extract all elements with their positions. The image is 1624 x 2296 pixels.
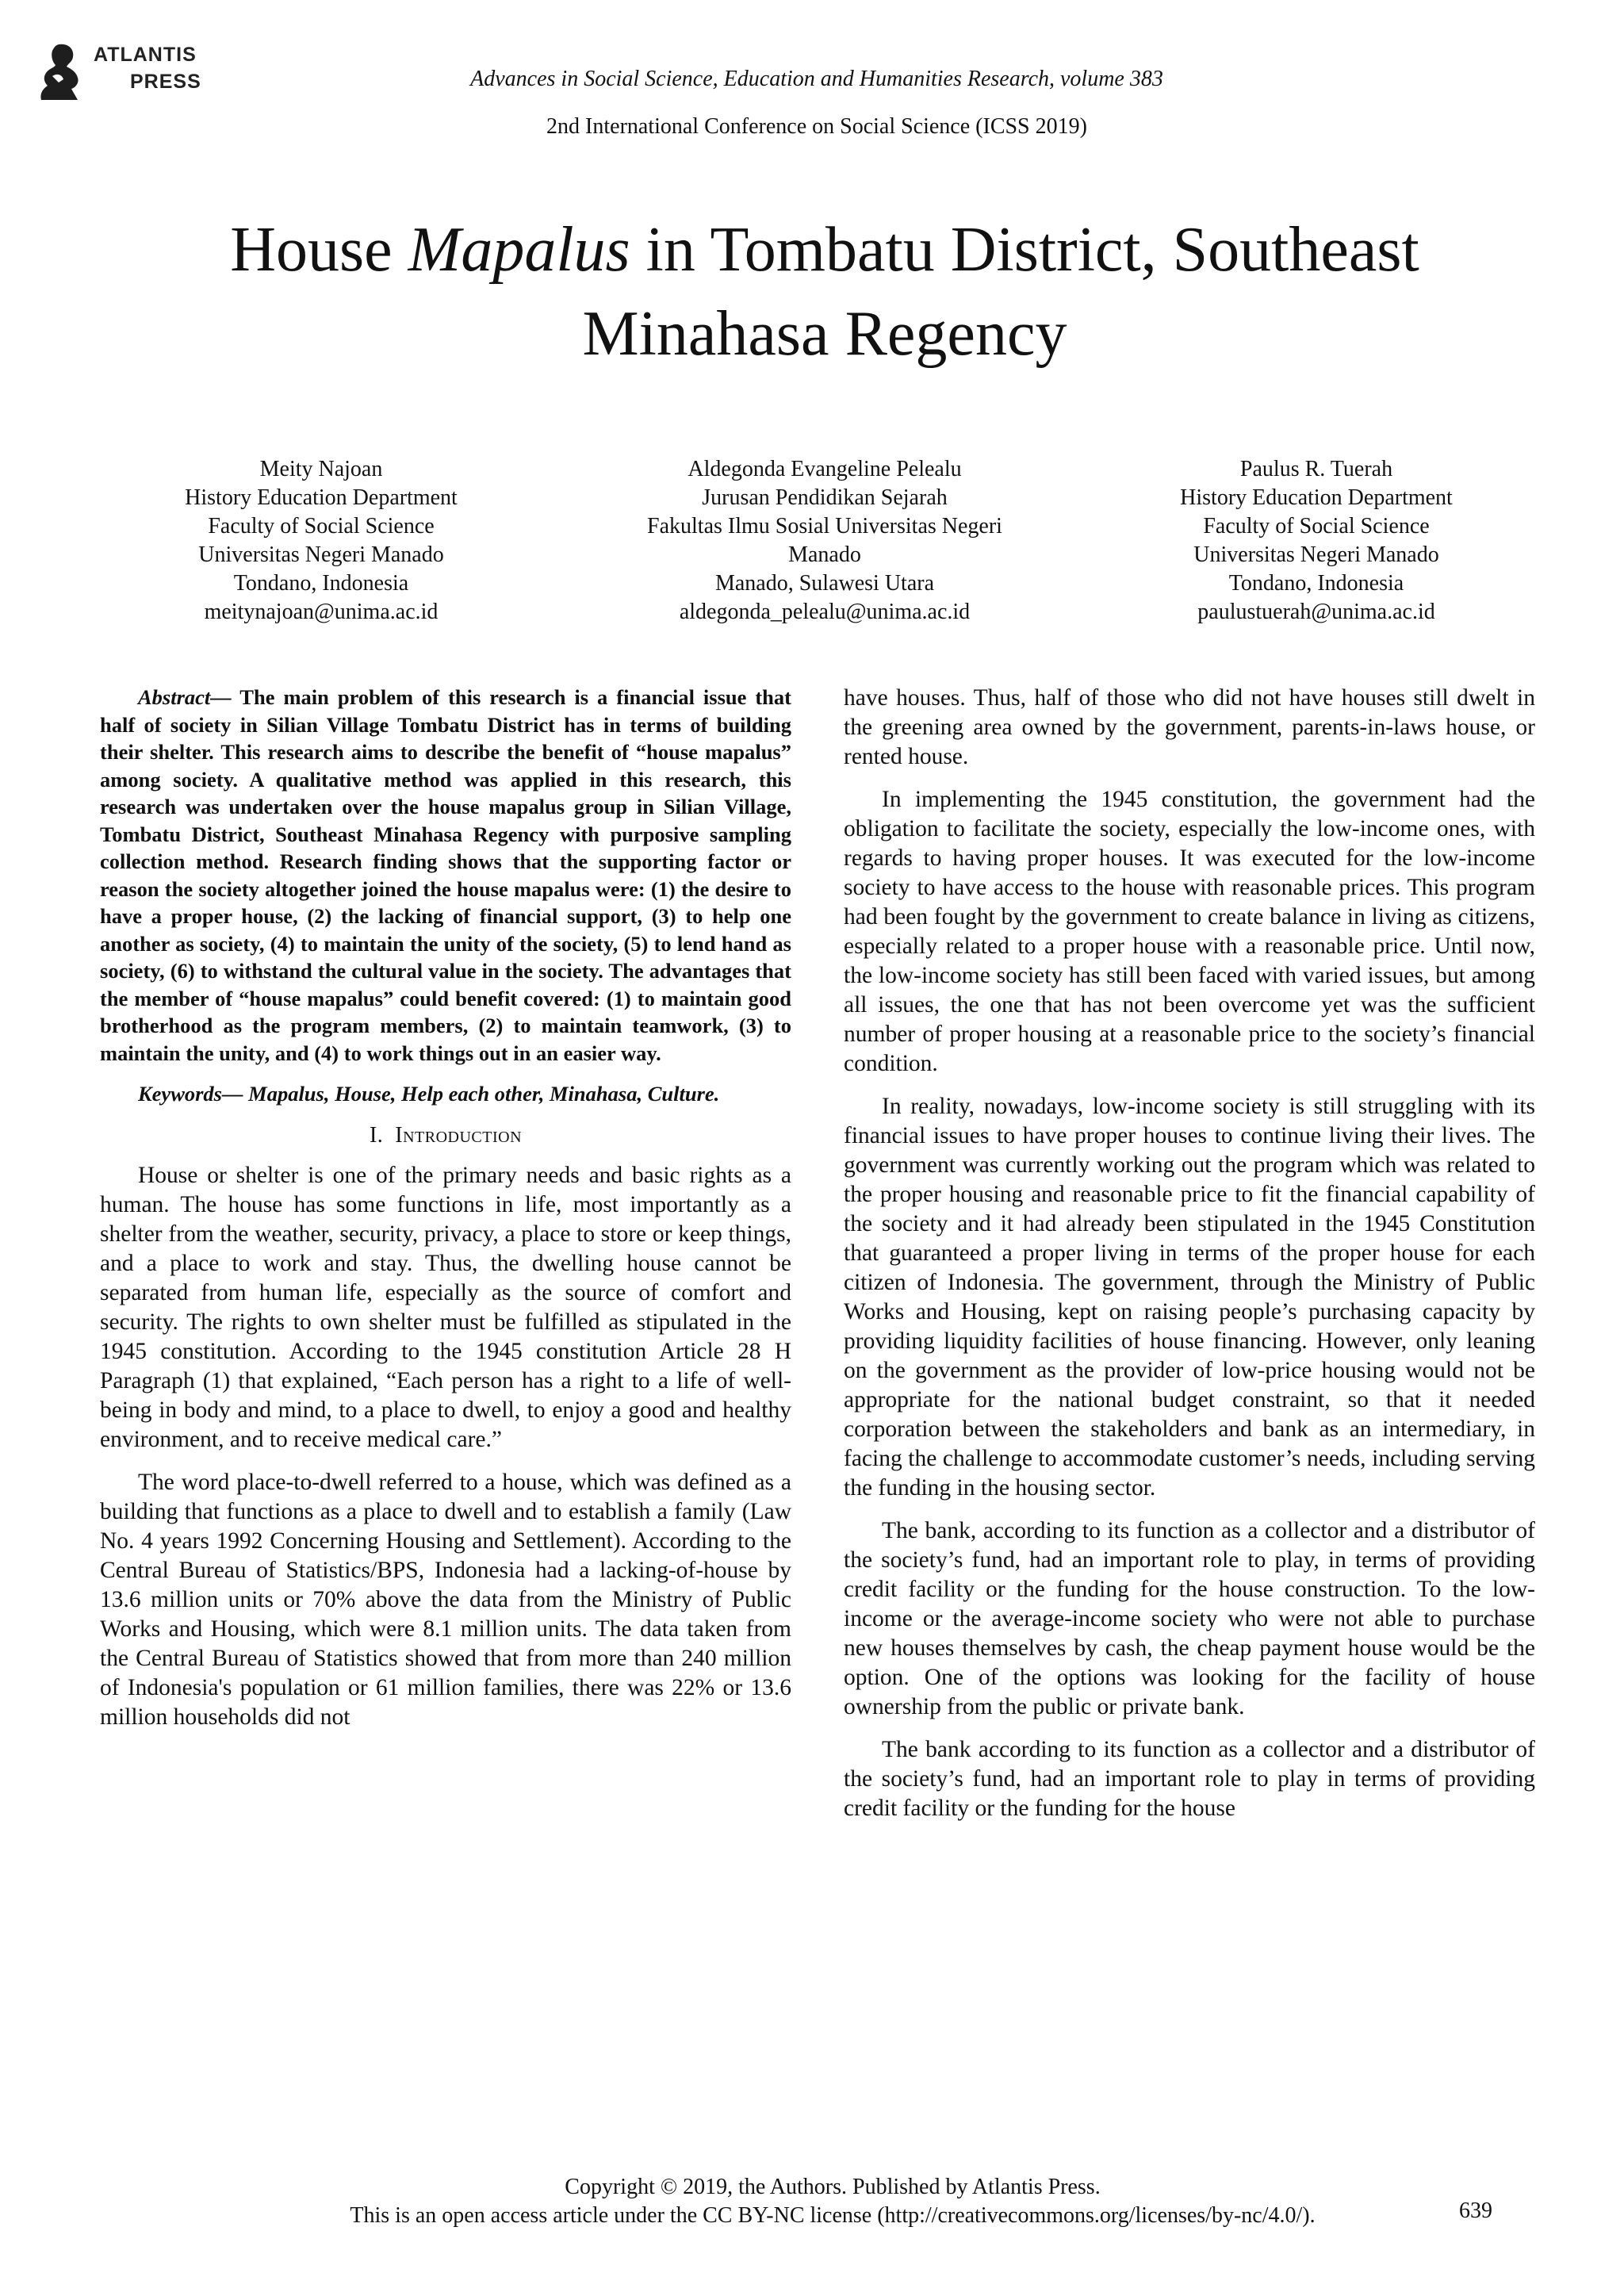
footer <box>238 2173 1427 2230</box>
thinker-logo-icon <box>35 41 87 103</box>
author-email: meitynajoan@unima.ac.id <box>204 600 439 624</box>
author-university: Manado <box>788 542 861 567</box>
author-department: History Education Department <box>1180 485 1453 510</box>
paragraph: have houses. Thus, half of those who did not have houses still dwelt in the greening area owned by the government, parents-in-laws house, or rented house. <box>844 685 1535 769</box>
keywords: Keywords— Mapalus, House, Help each other, Minahasa, Culture. <box>138 1082 720 1106</box>
author-location: Tondano, Indonesia <box>233 571 409 596</box>
author-name: Aldegonda Evangeline Pelealu <box>688 457 962 481</box>
author-location: Manado, Sulawesi Utara <box>714 571 935 596</box>
paper-title <box>111 208 1538 376</box>
section-heading-introduction <box>100 1121 791 1150</box>
author-faculty: Fakultas Ilmu Sosial Universitas Negeri <box>647 514 1002 539</box>
author-department: Jurusan Pendidikan Sejarah <box>702 485 948 510</box>
logo-text-atlantis: ATLANTIS <box>94 44 197 66</box>
abstract <box>100 684 791 1067</box>
author-block-3 <box>1126 455 1507 627</box>
author-name: Paulus R. Tuerah <box>1239 457 1393 481</box>
left-column <box>100 684 791 1746</box>
title-line2: Minahasa Regency <box>582 299 1067 369</box>
author-email: paulustuerah@unima.ac.id <box>1197 600 1435 624</box>
logo-text-press: PRESS <box>130 71 201 93</box>
paragraph: The bank according to its function as a collector and a distributor of the society’s fund, had an important role to play in terms of providing credit facility or the funding for the house <box>844 1737 1535 1821</box>
license-line: This is an open access article under the CC BY-NC license (http://creativecommons.org/licenses/by-nc/4.0/). <box>350 2203 1316 2228</box>
paragraph: In reality, nowadays, low-income society is still struggling with its financial issues to have proper houses to continue living their lives. The government was currently working out the program which was related to the proper housing and reasonable price to fit the financial capability of the society and it had already been stipulated in the 1945 Constitution that guaranteed a proper living in terms of the proper house for each citizen of Indonesia. The government, through the Ministry of Public Works and Housing, kept on raising people’s purchasing capacity by providing liquidity facilities of house financing. However, only leaning on the government as the provider of low-price housing would not be appropriate for the national budget constraint, so that it needed corporation between the stakeholders and bank as an intermediary, in facing the challenge to accommodate customer’s needs, including serving the funding in the housing sector. <box>844 1094 1535 1501</box>
author-email: aldegonda_pelealu@unima.ac.id <box>679 600 971 624</box>
paragraph: The bank, according to its function as a collector and a distributor of the society’s fund, had an important role to play, in terms of providing credit facility or the funding for the house construction. To the low-income or the average-income society who were not able to purchase new houses themselves by cash, the cheap payment house would be the option. One of the options was looking for the facility of house ownership from the public or private bank. <box>844 1518 1535 1719</box>
section-title: Introduction <box>395 1122 523 1148</box>
author-department: History Education Department <box>185 485 458 510</box>
author-university: Universitas Negeri Manado <box>1193 542 1439 567</box>
journal-name: Advances in Social Science, Education and Humanities Research, volume 383 <box>470 67 1163 91</box>
publisher-logo <box>35 41 217 105</box>
author-block-1 <box>131 455 511 627</box>
title-part1: House <box>230 215 408 285</box>
copyright-line: Copyright © 2019, the Authors. Published by Atlantis Press. <box>565 2175 1101 2199</box>
author-block-2 <box>603 455 1047 627</box>
abstract-label: Abstract— <box>138 685 232 709</box>
author-name: Meity Najoan <box>259 457 383 481</box>
conference-name: 2nd International Conference on Social Science (ICSS 2019) <box>546 114 1087 139</box>
section-number: I. <box>369 1122 384 1148</box>
title-part2: in Tombatu District, Southeast <box>630 215 1419 285</box>
abstract-text: The main problem of this research is a financial issue that half of society in Silian Village Tombatu District has in terms of building their shelter. This research aims to describe the benefit of “house mapalus” among society. A qualitative method was applied in this research, this research was undertaken over the house mapalus group in Silian Village, Tombatu District, Southeast Minahasa Regency with purposive sampling collection method. Research finding shows that the supporting factor or reason the society altogether joined the house mapalus were: (1) the desire to have a proper house, (2) the lacking of financial support, (3) to help one another as society, (4) to maintain the unity of the society, (5) to lend hand as society, (6) to withstand the cultural value in the society. The advantages that the member of “house mapalus” could benefit covered: (1) to maintain good brotherhood as the program members, (2) to maintain teamwork, (3) to maintain the unity, and (4) to work things out in an easier way. <box>100 685 791 1065</box>
page-number: 639 <box>1459 2198 1492 2223</box>
title-italic: Mapalus <box>408 215 630 285</box>
author-faculty: Faculty of Social Science <box>208 514 435 539</box>
paragraph: The word place-to-dwell referred to a house, which was defined as a building that functions as a place to dwell and to establish a family (Law No. 4 years 1992 Concerning Housing and Settlement). According to the Central Bureau of Statistics/BPS, Indonesia had a lacking-of-house by 13.6 million units or 70% above the data from the Ministry of Public Works and Housing, which were 8.1 million units. The data taken from the Central Bureau of Statistics showed that from more than 240 million of Indonesia's population or 61 million families, there was 22% or 13.6 million households did not <box>100 1469 791 1730</box>
author-location: Tondano, Indonesia <box>1228 571 1404 596</box>
author-university: Universitas Negeri Manado <box>198 542 444 567</box>
paragraph: In implementing the 1945 constitution, the government had the obligation to facilitate the society, especially the low-income ones, with regards to having proper houses. It was executed for the low-income society to have access to the house with reasonable prices. This program had been fought by the government to create balance in living as citizens, especially related to a proper house with a reasonable price. Until now, the low-income society has still been faced with varied issues, but among all issues, the one that has not been overcome yet was the sufficient number of proper housing at a reasonable price to the society’s financial condition. <box>844 787 1535 1076</box>
right-column <box>844 684 1535 1837</box>
paragraph: House or shelter is one of the primary needs and basic rights as a human. The house has some functions in life, most importantly as a shelter from the weather, security, privacy, a place to store or keep things, and a place to work and stay. Thus, the dwelling house cannot be separated from human life, especially as the source of comfort and security. The rights to own shelter must be fulfilled as stipulated in the 1945 constitution. According to the 1945 constitution Article 28 H Paragraph (1) that explained, “Each person has a right to a life of well-being in body and mind, to a place to dwell, to enjoy a good and healthy environment, and to receive medical care.” <box>100 1162 791 1452</box>
author-faculty: Faculty of Social Science <box>1203 514 1430 539</box>
